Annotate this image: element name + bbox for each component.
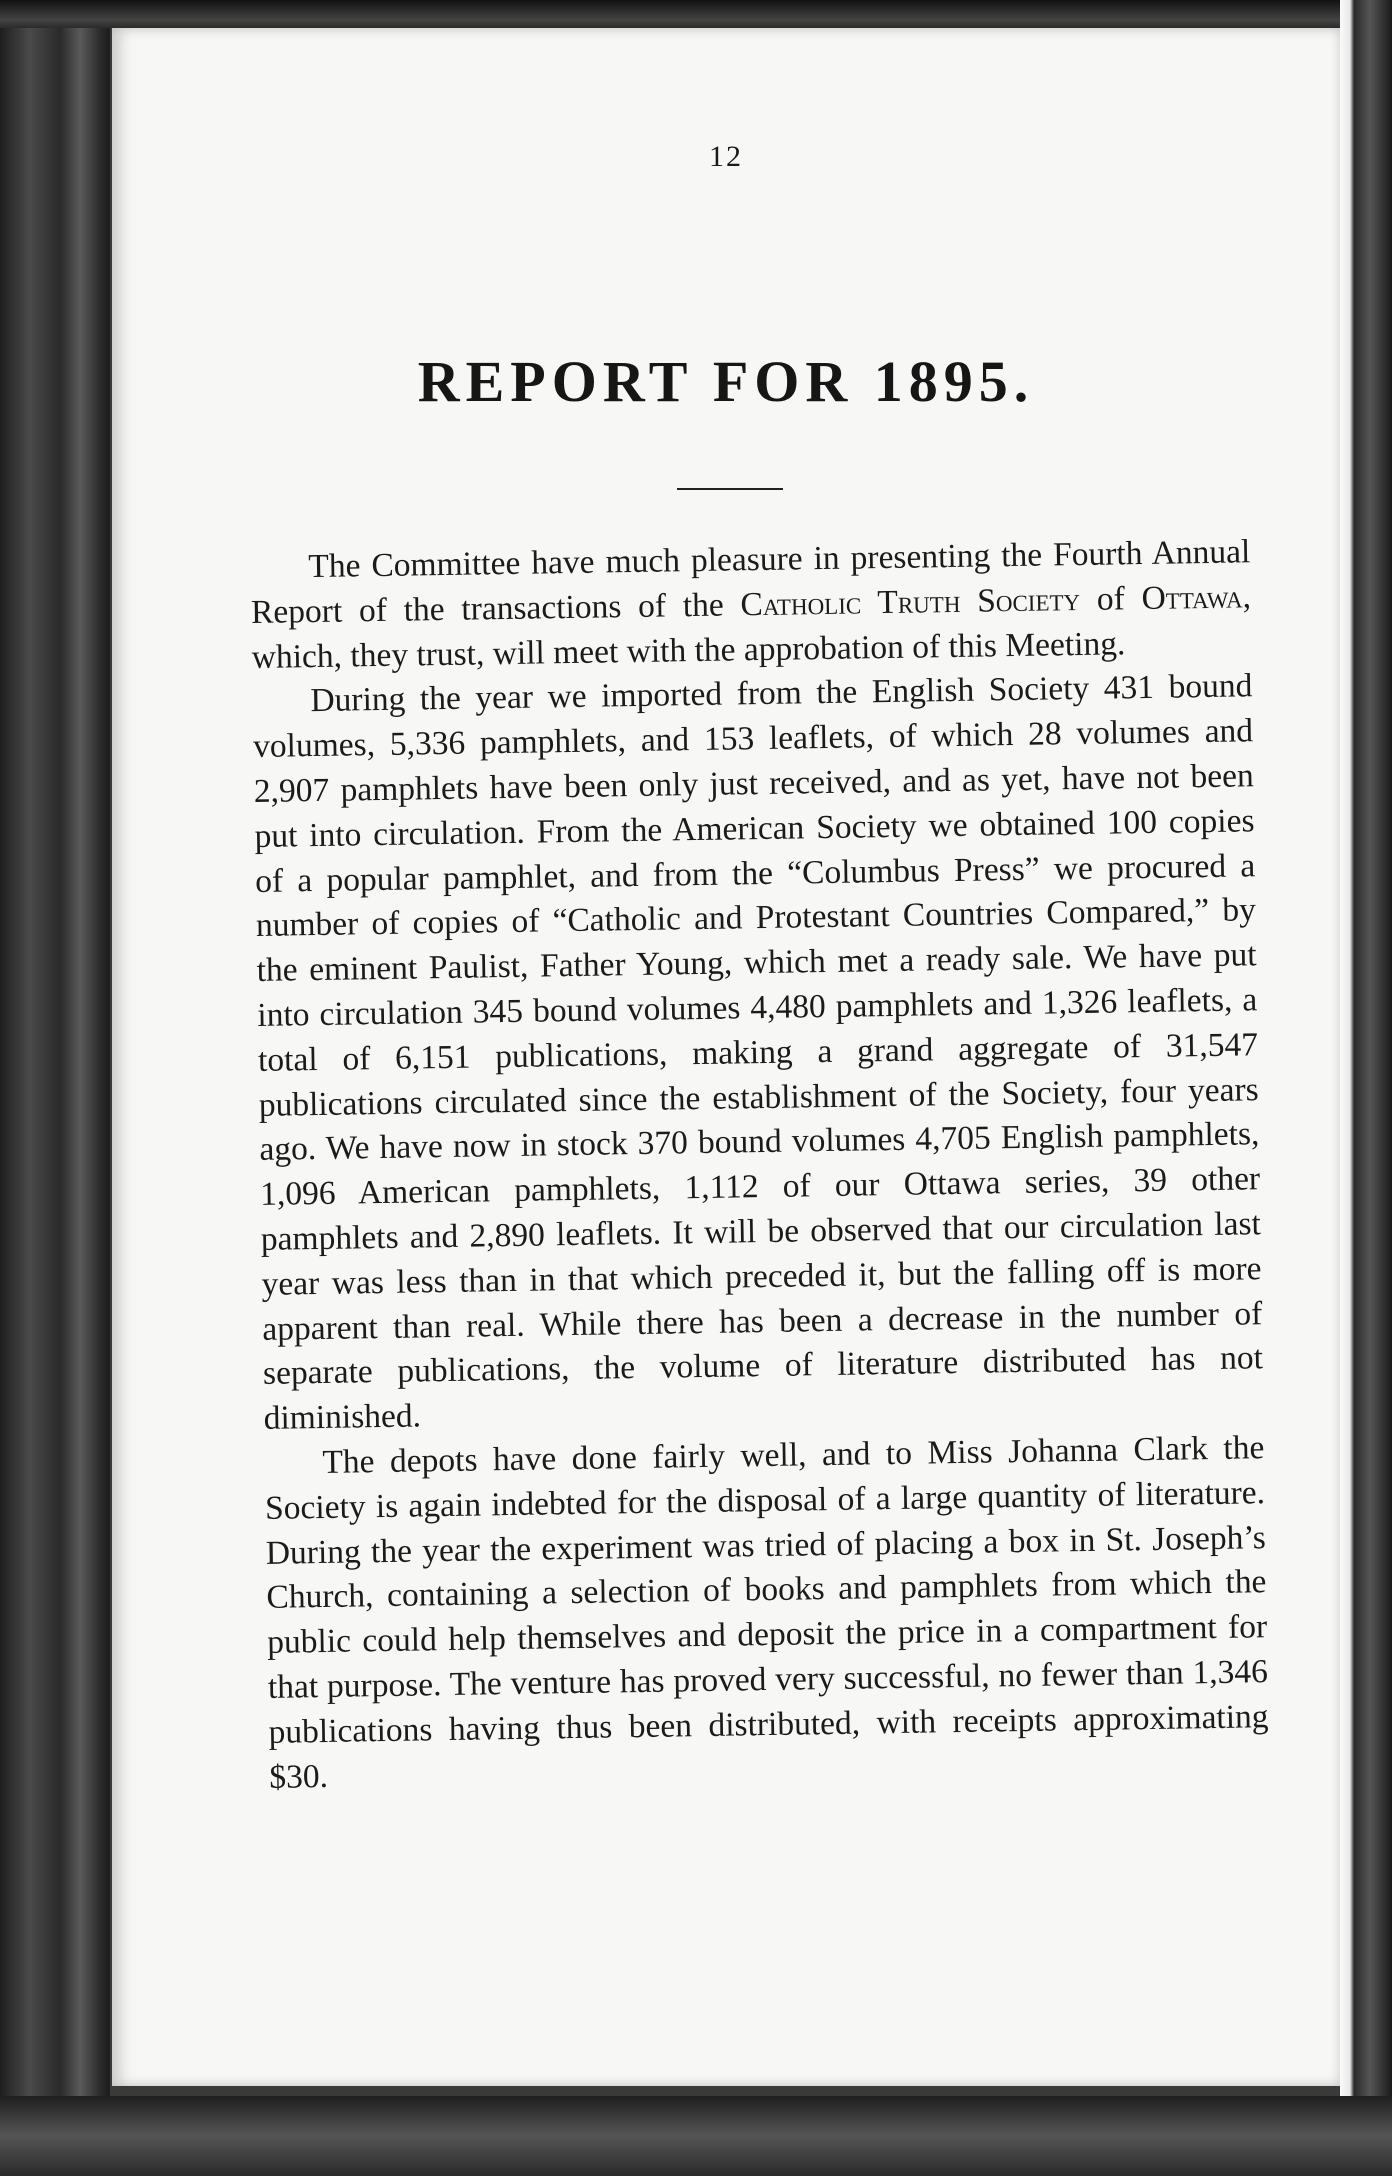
- title-divider: [677, 488, 783, 490]
- page-number: 12: [709, 140, 743, 173]
- page-title: REPORT FOR 1895.: [417, 349, 1035, 414]
- city-name: Ottawa: [1141, 578, 1243, 617]
- book-binding-left: [0, 0, 110, 2176]
- paragraph-1-text-b: of: [1079, 579, 1142, 618]
- report-body: [250, 530, 1270, 1800]
- paragraph-1-text-c: , which, they trust, will meet with the approbation of this Meeting.: [251, 578, 1252, 676]
- society-name: Catholic Truth Society: [740, 580, 1081, 624]
- book-binding-top: [0, 0, 1392, 28]
- paragraph-1: [250, 530, 1252, 680]
- paragraph-2: During the year we imported from the English Society 431 bound volumes, 5,336 pamphlets, and 153 leaflets, of which 28 volumes and 2,907 pamphlets have been only just received, and as yet, have not been put into circulation. From the American Society we obtained 100 copies of a popular pamphlet, and from the “Columbus Press” we procured a number of copies of “Catholic and Protestant Countries Compared,” by the eminent Paulist, Father Young, which met a ready sale. We have put into circulation 345 bound volumes 4,480 pamphlets and 1,326 leaflets, a total of 6,151 publications, making a grand aggregate of 31,547 publications circulated since the establishment of the Society, four years ago. We have now in stock 370 bound volumes 4,705 English pamphlets, 1,096 American pamphlets, 1,112 of our Ottawa series, 39 other pamphlets and 2,890 leaflets. It will be observed that our circulation last year was less than in that which preceded it, but the falling off is more apparent than real. While there has been a decrease in the number of separate publications, the volume of literature distributed has not diminished.: [252, 667, 1264, 1438]
- paragraph-3: The depots have done fairly well, and to Miss Johanna Clark the Society is again indebted for the disposal of a large quantity of literature. During the year the experiment was tried of placing a box in St. Joseph’s Church, containing a selection of books and pamphlets from which the public could help themselves and deposit the price in a compartment for that purpose. The venture has proved very successful, no fewer than 1,346 publications having thus been distributed, with receipts approximating $30.: [264, 1429, 1269, 1796]
- book-page: [112, 28, 1340, 2086]
- book-binding-bottom: [0, 2096, 1392, 2176]
- paragraph-1-text-a: The Committee have much pleasure in presenting the Fourth Annual Report of the transactions of the: [250, 533, 1251, 631]
- book-binding-right: [1340, 0, 1392, 2176]
